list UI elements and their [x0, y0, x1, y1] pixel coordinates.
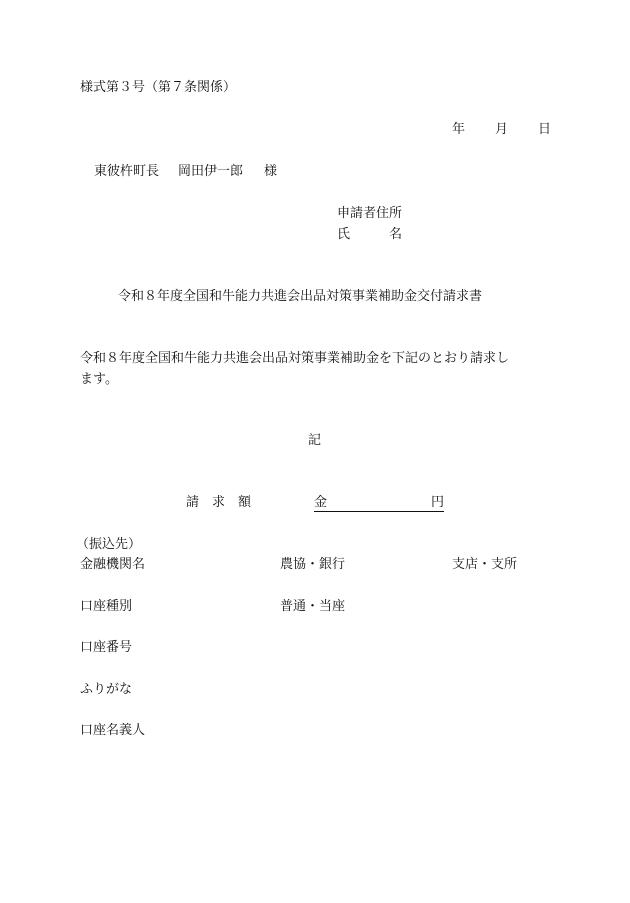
date-month: 月: [495, 122, 509, 137]
account-number-label: 口座番号: [80, 640, 133, 655]
date-year: 年: [452, 122, 466, 137]
applicant-address-label: 申請者住所: [337, 206, 403, 221]
body-text-line1: 令和８年度全国和牛能力共進会出品対策事業補助金を下記のとおり請求し: [80, 351, 510, 366]
document-title: 令和８年度全国和牛能力共進会出品対策事業補助金交付請求書: [118, 289, 483, 304]
form-number: 様式第３号（第７条関係）: [80, 80, 237, 95]
bank-type: 農協・銀行: [280, 557, 346, 572]
record-heading: 記: [308, 433, 322, 448]
amount-label: 請 求 額: [186, 495, 252, 510]
transfer-heading: （振込先）: [76, 537, 142, 552]
account-holder-label: 口座名義人: [80, 723, 146, 738]
account-type-label: 口座種別: [80, 599, 133, 614]
body-text-line2: ます。: [80, 372, 118, 387]
amount-field[interactable]: [314, 495, 444, 512]
addressee-title: 東彼杵町長: [94, 164, 160, 179]
branch-type: 支店・支所: [452, 557, 518, 572]
applicant-name-label: 氏 名: [337, 227, 403, 242]
addressee-name: 岡田伊一郎: [178, 164, 244, 179]
bank-name-label: 金融機関名: [80, 557, 146, 572]
amount-unit: 円: [430, 495, 444, 510]
date-day: 日: [538, 122, 552, 137]
addressee-honorific: 様: [264, 164, 278, 179]
furigana-label: ふりがな: [80, 682, 133, 697]
amount-prefix: 金: [314, 495, 328, 510]
account-type-options: 普通・当座: [280, 599, 346, 614]
